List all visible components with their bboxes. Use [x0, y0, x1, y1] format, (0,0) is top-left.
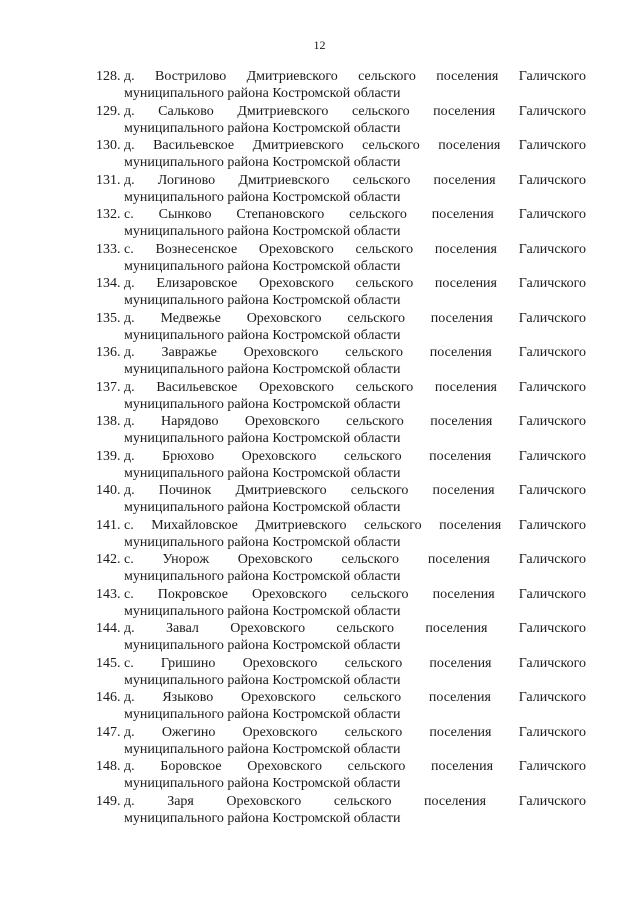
item-prefix: с.	[124, 517, 134, 533]
item-number: 136.	[96, 345, 121, 360]
item-district: Галичского	[518, 310, 586, 326]
item-first-line	[124, 344, 586, 361]
item-first-line	[124, 68, 586, 85]
item-prefix: с.	[124, 655, 134, 671]
item-second-line: муниципального района Костромской области	[124, 500, 401, 515]
item-settlement: Степановского сельского поселения	[236, 207, 494, 222]
item-name: Брюхово	[162, 448, 215, 464]
item-name: Боровское	[160, 759, 222, 774]
item-name: Покровское	[157, 586, 228, 602]
item-first-line	[124, 413, 586, 430]
item-settlement: Дмитриевского сельского поселения	[246, 69, 499, 84]
item-prefix: д.	[124, 345, 135, 360]
item-settlement: Ореховского сельского поселения	[246, 310, 493, 326]
item-settlement: Ореховского сельского поселения	[240, 690, 491, 705]
item-second-line: муниципального района Костромской области	[124, 120, 401, 136]
item-district: Галичского	[518, 276, 586, 291]
item-second-line: муниципального района Костромской области	[124, 603, 401, 619]
item-district: Галичского	[518, 207, 586, 222]
item-prefix: с.	[124, 586, 134, 602]
item-settlement: Дмитриевского сельского поселения	[237, 103, 496, 119]
item-prefix: с.	[124, 207, 134, 222]
item-prefix: д.	[124, 276, 135, 291]
item-district: Галичского	[518, 172, 586, 188]
page-number: 12	[313, 38, 326, 52]
item-first-line	[124, 310, 586, 327]
item-prefix: д.	[124, 310, 135, 326]
item-number: 141.	[96, 517, 121, 533]
item-district: Галичского	[518, 655, 586, 671]
list-item	[96, 68, 586, 103]
list-item	[96, 172, 586, 207]
item-settlement: Ореховского сельского поселения	[247, 759, 494, 774]
item-first-line	[124, 655, 586, 672]
item-second-line: муниципального района Костромской области	[124, 362, 401, 377]
item-second-line: муниципального района Костромской области	[124, 189, 401, 205]
item-name: Нарядово	[161, 414, 219, 429]
item-second-line: муниципального района Костромской области	[124, 741, 401, 757]
item-district: Галичского	[518, 69, 586, 84]
item-prefix: с.	[124, 241, 134, 257]
item-district: Галичского	[518, 138, 586, 153]
item-number: 128.	[96, 69, 121, 84]
item-second-line: муниципального района Костромской области	[124, 431, 401, 446]
item-number: 132.	[96, 207, 121, 222]
item-number: 130.	[96, 138, 121, 153]
item-settlement: Ореховского сельского поселения	[259, 276, 497, 291]
item-number: 145.	[96, 655, 121, 671]
item-number: 133.	[96, 241, 121, 257]
item-prefix: д.	[124, 103, 135, 119]
item-name: Языково	[162, 690, 214, 705]
item-name: Вострилово	[155, 69, 227, 84]
item-number: 142.	[96, 552, 121, 567]
item-district: Галичского	[518, 759, 586, 774]
item-number: 129.	[96, 103, 121, 119]
item-first-line	[124, 620, 586, 637]
item-second-line: муниципального района Костромской области	[124, 534, 401, 550]
item-name: Унорож	[162, 552, 209, 567]
item-second-line: муниципального района Костромской области	[124, 810, 401, 826]
list-item	[96, 517, 586, 552]
item-name: Завал	[165, 621, 199, 636]
item-settlement: Ореховского сельского поселения	[226, 793, 487, 809]
item-first-line	[124, 241, 586, 258]
item-settlement: Ореховского сельского поселения	[242, 724, 492, 740]
item-first-line	[124, 689, 586, 706]
item-second-line: муниципального района Костромской области	[124, 465, 401, 481]
item-name: Елизаровское	[156, 276, 238, 291]
item-prefix: д.	[124, 138, 135, 153]
item-second-line: муниципального района Костромской области	[124, 396, 401, 412]
item-first-line	[124, 275, 586, 292]
item-number: 140.	[96, 483, 121, 498]
item-name: Михайловское	[151, 517, 238, 533]
item-first-line	[124, 517, 586, 534]
item-first-line	[124, 586, 586, 603]
item-district: Галичского	[518, 517, 586, 533]
item-name: Сынково	[158, 207, 212, 222]
list-item	[96, 620, 586, 655]
item-settlement: Ореховского сельского поселения	[243, 345, 492, 360]
item-number: 131.	[96, 172, 121, 188]
item-first-line	[124, 172, 586, 189]
item-district: Галичского	[518, 621, 586, 636]
item-second-line: муниципального района Костромской области	[124, 155, 401, 170]
item-first-line	[124, 103, 586, 120]
item-district: Галичского	[518, 793, 586, 809]
item-second-line: муниципального района Костромской области	[124, 638, 401, 653]
item-number: 135.	[96, 310, 121, 326]
item-settlement: Ореховского сельского поселения	[251, 586, 495, 602]
item-number: 148.	[96, 759, 121, 774]
item-settlement: Ореховского сельского поселения	[244, 414, 493, 429]
item-name: Логиново	[157, 172, 216, 188]
item-district: Галичского	[518, 586, 586, 602]
item-number: 144.	[96, 621, 121, 636]
item-name: Вознесенское	[155, 241, 238, 257]
item-name: Гришино	[160, 655, 216, 671]
list-item	[96, 206, 586, 241]
item-settlement: Дмитриевского сельского поселения	[255, 517, 502, 533]
list-item	[96, 448, 586, 483]
item-settlement: Ореховского сельского поселения	[237, 552, 490, 567]
item-name: Завражье	[161, 345, 217, 360]
item-prefix: д.	[124, 724, 135, 740]
list-item	[96, 310, 586, 345]
item-name: Васильевское	[156, 379, 238, 395]
item-number: 137.	[96, 379, 121, 395]
item-settlement: Дмитриевского сельского поселения	[238, 172, 496, 188]
item-prefix: д.	[124, 621, 135, 636]
list-item	[96, 655, 586, 690]
list-item	[96, 482, 586, 517]
item-district: Галичского	[518, 483, 586, 498]
item-district: Галичского	[518, 241, 586, 257]
item-name: Ожегино	[161, 724, 216, 740]
item-prefix: д.	[124, 793, 135, 809]
item-number: 143.	[96, 586, 121, 602]
item-number: 139.	[96, 448, 121, 464]
item-second-line: муниципального района Костромской области	[124, 224, 401, 239]
settlement-list	[96, 68, 586, 827]
item-district: Галичского	[518, 103, 586, 119]
item-district: Галичского	[518, 448, 586, 464]
list-item	[96, 137, 586, 172]
item-number: 146.	[96, 690, 121, 705]
item-first-line	[124, 793, 586, 810]
item-second-line: муниципального района Костромской области	[124, 569, 401, 584]
list-item	[96, 724, 586, 759]
item-number: 138.	[96, 414, 121, 429]
item-second-line: муниципального района Костромской области	[124, 258, 401, 274]
item-second-line: муниципального района Костромской области	[124, 707, 401, 722]
item-district: Галичского	[518, 552, 586, 567]
item-first-line	[124, 758, 586, 775]
item-first-line	[124, 206, 586, 223]
item-settlement: Дмитриевского сельского поселения	[252, 138, 501, 153]
item-settlement: Ореховского сельского поселения	[258, 241, 497, 257]
item-name: Заря	[167, 793, 194, 809]
item-settlement: Ореховского сельского поселения	[242, 655, 492, 671]
item-prefix: с.	[124, 552, 134, 567]
item-name: Починок	[158, 483, 212, 498]
item-district: Галичского	[518, 345, 586, 360]
item-first-line	[124, 482, 586, 499]
item-name: Васильевское	[153, 138, 235, 153]
item-second-line: муниципального района Костромской области	[124, 672, 401, 688]
item-settlement: Дмитриевского сельского поселения	[235, 483, 495, 498]
item-number: 149.	[96, 793, 121, 809]
item-first-line	[124, 137, 586, 154]
item-district: Галичского	[518, 379, 586, 395]
item-prefix: д.	[124, 690, 135, 705]
item-prefix: д.	[124, 172, 135, 188]
item-district: Галичского	[518, 690, 586, 705]
list-item	[96, 758, 586, 793]
item-first-line	[124, 724, 586, 741]
list-item	[96, 241, 586, 276]
item-prefix: д.	[124, 759, 135, 774]
item-district: Галичского	[518, 724, 586, 740]
item-prefix: д.	[124, 448, 135, 464]
item-number: 134.	[96, 276, 121, 291]
list-item	[96, 689, 586, 724]
item-second-line: муниципального района Костромской области	[124, 86, 401, 101]
list-item	[96, 103, 586, 138]
item-second-line: муниципального района Костромской области	[124, 293, 401, 308]
item-first-line	[124, 551, 586, 568]
list-item	[96, 344, 586, 379]
item-district: Галичского	[518, 414, 586, 429]
item-second-line: муниципального района Костромской области	[124, 327, 401, 343]
list-item	[96, 551, 586, 586]
item-settlement: Ореховского сельского поселения	[259, 379, 497, 395]
list-item	[96, 413, 586, 448]
item-prefix: д.	[124, 69, 135, 84]
item-first-line	[124, 379, 586, 396]
list-item	[96, 793, 586, 828]
item-first-line	[124, 448, 586, 465]
list-item	[96, 275, 586, 310]
item-second-line: муниципального района Костромской области	[124, 776, 401, 791]
item-prefix: д.	[124, 379, 135, 395]
list-item	[96, 379, 586, 414]
item-name: Медвежье	[160, 310, 221, 326]
item-prefix: д.	[124, 483, 135, 498]
item-name: Сальково	[158, 103, 214, 119]
item-prefix: д.	[124, 414, 135, 429]
item-number: 147.	[96, 724, 121, 740]
list-item	[96, 586, 586, 621]
item-settlement: Ореховского сельского поселения	[241, 448, 492, 464]
item-settlement: Ореховского сельского поселения	[230, 621, 488, 636]
